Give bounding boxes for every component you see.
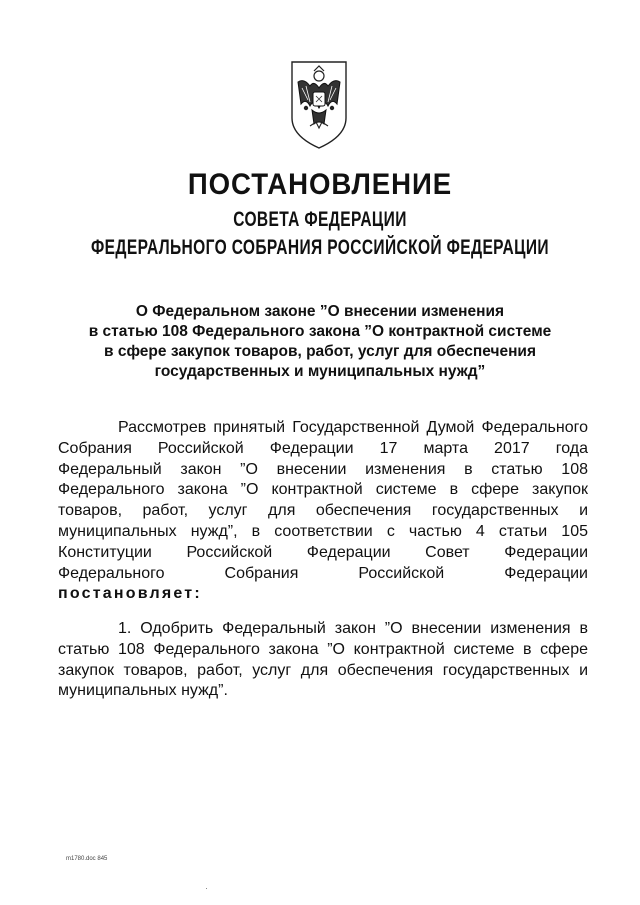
resolves-word: постановляет: bbox=[58, 585, 202, 603]
paragraph-line: Федерального Собрания Российской Федерации bbox=[58, 564, 588, 582]
subject-line: государственных и муниципальных нужд” bbox=[154, 363, 486, 380]
paragraph-line: статью 108 Федерального закона ”О контрактной системе в сфере bbox=[58, 640, 588, 658]
subject-line: О Федеральном законе ”О внесении изменения bbox=[135, 303, 505, 320]
scan-speck bbox=[206, 888, 207, 889]
paragraph-line: Рассмотрев принятый Государственной Думой Федерального bbox=[118, 419, 588, 436]
paragraph-line: закупок товаров, работ, услуг для обеспечения государственных и bbox=[58, 661, 588, 679]
preamble-paragraph bbox=[58, 418, 588, 605]
paragraph-line: 1. Одобрить Федеральный закон ”О внесении изменения в bbox=[118, 620, 588, 637]
paragraph-line: Федерального закона ”О контрактной системе в сфере закупок bbox=[58, 481, 588, 499]
issuer-line-2: ФЕДЕРАЛЬНОГО СОБРАНИЯ РОССИЙСКОЙ ФЕДЕРАЦИИ bbox=[91, 236, 549, 259]
document-subject bbox=[60, 302, 580, 382]
document-reference: m1780.doc 845 bbox=[66, 856, 108, 862]
paragraph-line: муниципальных нужд”. bbox=[58, 682, 228, 700]
paragraph-line: Собрания Российской Федерации 17 марта 2017 года bbox=[58, 439, 588, 457]
subject-line: в сфере закупок товаров, работ, услуг для обеспечения bbox=[103, 343, 537, 360]
paragraph-line: Конституции Российской Федерации Совет Федерации bbox=[58, 543, 588, 561]
issuer-line-1: СОВЕТА ФЕДЕРАЦИИ bbox=[233, 208, 407, 231]
subject-line: в статью 108 Федерального закона ”О контрактной системе bbox=[88, 323, 552, 340]
paragraph-line: товаров, работ, услуг для обеспечения государственных и bbox=[58, 502, 588, 520]
coat-of-arms-icon bbox=[288, 58, 350, 150]
document-title: ПОСТАНОВЛЕНИЕ bbox=[187, 168, 453, 201]
paragraph-line: Федеральный закон ”О внесении изменения в статью 108 bbox=[58, 460, 588, 478]
paragraph-line: муниципальных нужд”, в соответствии с частью 4 статьи 105 bbox=[58, 522, 588, 540]
resolution-item-1 bbox=[58, 619, 588, 702]
